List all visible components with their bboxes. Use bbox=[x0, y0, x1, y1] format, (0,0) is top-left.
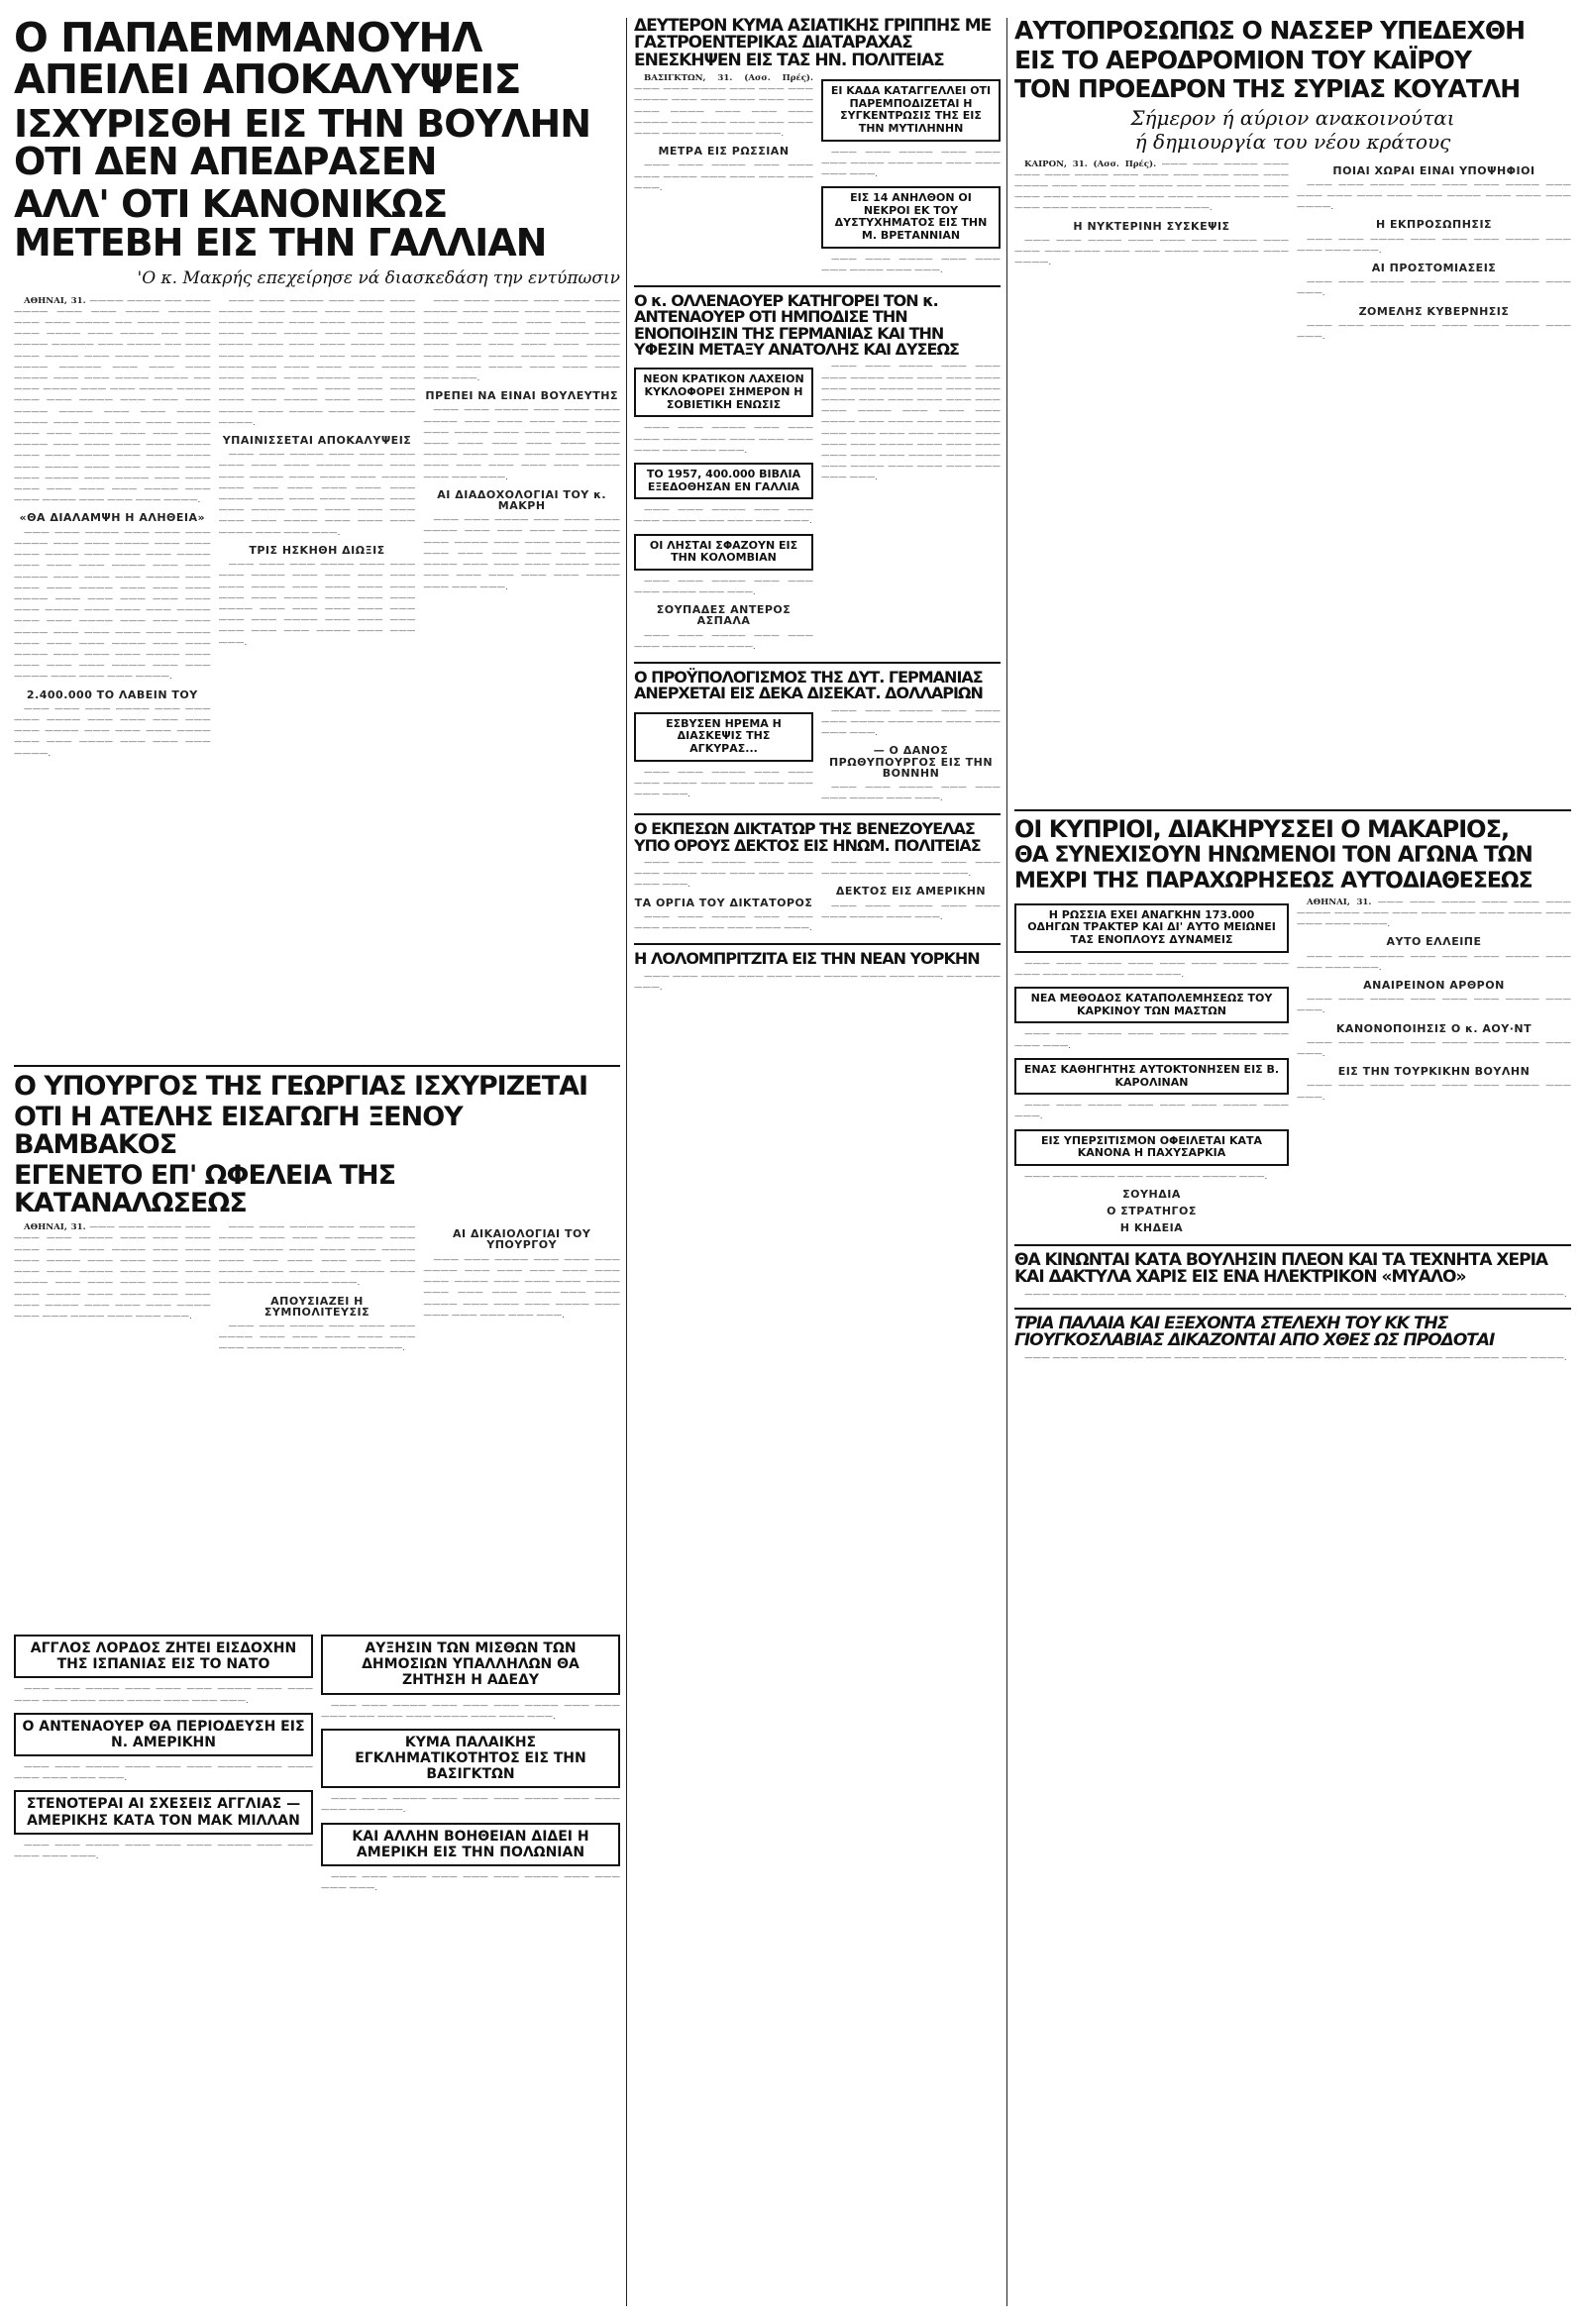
article-cotton bbox=[14, 1070, 620, 1620]
section-heading: Η ΝΥΚΤΕΡΙΝΗ ΣΥΣΚΕΨΙΣ bbox=[1073, 219, 1230, 233]
body-text: ——— ——— ———— ——— ——— ——— ———— ——— ——— ——— ——— ———. bbox=[14, 1840, 313, 1861]
column-rule bbox=[626, 18, 627, 2306]
body-text: ——— ——— ———— ——— ——— ——— ———— ——— ——— ——— ——— ——— ——— ———— ——— ——— ——— ————. bbox=[1297, 897, 1571, 930]
article-nasser bbox=[1014, 18, 1571, 803]
body-text: ——— ——— ———— ——— ——— ——— ———— ——— ——— ——— ——— ———— ——— ——— ——— ——— ——— ——— ———— ——— ——— ——— ———— ——— ——— ——— ——— ——— ——— ———— ——— ——— ——— ———— ——— ——— ——— ——— ———— ——— ——— ——— ——— ———. bbox=[423, 295, 620, 384]
article-adenauer-ollenhauer bbox=[634, 293, 1001, 656]
article-headline: ΕΙ ΚΑΔΑ ΚΑΤΑΓΓΕΛΛΕΙ ΟΤΙ ΠΑΡΕΜΠΟΔΙΖΕΤΑΙ Η ΣΥΓΚΕΝΤΡΩΣΙΣ ΤΗΣ ΕΙΣ ΤΗΝ ΜΥΤΙΛΗΝΗΝ bbox=[830, 83, 992, 135]
body-text: ——— ——— ———— ——— ——— ——— ———— ——— ——— ——— ———. bbox=[1297, 234, 1571, 256]
article-headline: ΝΕΟΝ ΚΡΑΤΙΚΟΝ ΛΑΧΕΙΟΝ ΚΥΚΛΟΦΟΡΕΙ ΣΗΜΕΡΟΝ Η ΣΟΒΙΕΤΙΚΗ ΕΝΩΣΙΣ bbox=[643, 372, 804, 411]
body-text: ——— ——— ———— ——— ——— ——— ———— ——— ——— ——— ——— ——— ——— ——— ———. bbox=[634, 423, 813, 456]
article-electric-machine bbox=[1014, 1249, 1571, 1302]
body-text: ——— ——— ———— ——— ——— ——— ———— ——— ——— ——— ———. bbox=[321, 1871, 620, 1894]
middle-column bbox=[634, 18, 1001, 997]
section-heading: ΑΥΤΟ ΕΛΛΕΙΠΕ bbox=[1386, 935, 1482, 949]
headline-line-1: ΟΙ ΚΥΠΡΙΟΙ, ΔΙΑΚΗΡΥΣΣΕΙ Ο ΜΑΚΑΡΙΟΣ, bbox=[1014, 814, 1510, 843]
article-washington-wave bbox=[321, 1729, 620, 1788]
article-subhead: 'Ο κ. Μακρής επεχείρησε νά διασκεδάση την εντύπωσιν bbox=[137, 267, 620, 288]
body-text: ——— ——— ———— ——— ——— ——— ———— ——— ——— ———. bbox=[1014, 1029, 1289, 1051]
article-kada-box bbox=[821, 79, 1001, 142]
body-text: ——— ——— ———— ——— ——— ——— ———— ——— ——— ———— ——— ——— ——— ———— ——— ——— ——— ———— ——— ——— ——— ———— ——— ——— ———— ——— ——— ——— ———— ——— ——— ——— ———— ——— ——— ——— ———— ——— ——— ——— ——— ——— ——— ———— ——— ——— ——— ———— ——— ——— ———— ——— ——— ——— ———— ——— ——— ——— ——— ———— ——— ——— ——— ———— ——— ——— ———— ——— ——— ——— ———— ——— ——— ——— ——— ———— ——— ——— ———— ——— ——— ——— ————. bbox=[14, 527, 211, 683]
body-text: ——— ——— ———— ——— ——— ——— ———— ——— ——— ——— ——— ——— ——— ———— ——— ——— ——— ———— ——— ——— ——— ——— ——— ——— ———— ——— ——— ——— ———— ——— ——— ——— ——— ——— ——— ——— ——— ——— ———— ——— ——— ——— ———— ——— ——— ——— ——— ——— ——— ———— ——— ——— ——— ———— ——— ——— ——— ——— ——— ———. bbox=[821, 362, 1001, 483]
headline-line-1: Ο ΠΑΠΑΕΜΜΑΝΟΥΗΛ ΑΠΕΙΛΕΙ ΑΠΟΚΑΛΥΨΕΙΣ bbox=[14, 14, 521, 103]
article-cyprus bbox=[1014, 814, 1571, 1238]
body-text: ——— ——— ———— ——— ——— ——— ———— ——— ———. bbox=[1297, 1081, 1571, 1103]
section-heading: ΖΟΜΕΛΗΣ ΚΥΒΕΡΝΗΣΙΣ bbox=[1358, 304, 1510, 318]
article-headline: ΚΥΜΑ ΠΑΛΑΙΚΗΣ ΕΓΚΛΗΜΑΤΙΚΟΤΗΤΟΣ ΕΙΣ ΤΗΝ ΒΑΣΙΓΚΤΩΝ bbox=[355, 1734, 586, 1783]
article-lollobrigida bbox=[634, 951, 1001, 994]
headline-line-3: ΑΛΛ' ΟΤΙ ΚΑΝΟΝΙΚΩΣ ΜΕΤΕΒΗ ΕΙΣ ΤΗΝ ΓΑΛΛΙΑΝ bbox=[14, 182, 547, 264]
article-papaemmanouil bbox=[14, 14, 620, 1059]
headline-line-2: ΕΙΣ ΤΟ ΑΕΡΟΔΡΟΜΙΟΝ ΤΟΥ ΚΑΪΡΟΥ bbox=[1014, 45, 1471, 74]
body-text: ——— ——— ———— ——— ——— ——— ———— ———. bbox=[1024, 1171, 1268, 1182]
section-heading: ΣΟΥΠΑΔΕΣ ΑΝΤΕΡΟΣ ΑΣΠΑΛΑ bbox=[656, 603, 792, 628]
article-headline: ΑΥΞΗΣΙΝ ΤΩΝ ΜΙΣΘΩΝ ΤΩΝ ΔΗΜΟΣΙΩΝ ΥΠΑΛΛΗΛΩΝ ΘΑ ΖΗΤΗΣΗ Η ΑΔΕΔΥ bbox=[362, 1640, 580, 1689]
body-text: ——— ——— ——— ———— ——— ——— ——— ———— ——— ——— ——— ——— ——— ———— ——— ——— ——— ———— ——— ——— ———— ——— ——— ——— ————. bbox=[14, 703, 211, 759]
article-headline: ΤΟ 1957, 400.000 ΒΙΒΛΙΑ ΕΞΕΔΟΘΗΣΑΝ ΕΝ ΓΑΛΛΙΑ bbox=[646, 467, 801, 493]
body-text: ——— ——— ———— ——— ——— ——— ———— ——— ———. bbox=[821, 254, 1001, 275]
section-heading: Ο ΣΤΡΑΤΗΓΟΣ bbox=[1107, 1205, 1197, 1218]
section-heading: — Ο ΔΑΝΟΣ ΠΡΩΘΥΠΟΥΡΓΟΣ ΕΙΣ ΤΗΝ ΒΟΝΝΗΝ bbox=[828, 744, 994, 780]
body-text: ——— ——— ———— ——— ——— ——— ———— ——— ——— ——— ——— ——— ——— ———. bbox=[1014, 958, 1289, 980]
section-heading: 2.400.000 ΤΟ ΛΑΒΕΙΝ ΤΟΥ bbox=[26, 687, 198, 701]
article-headline: Η ΡΩΣΣΙΑ ΕΧΕΙ ΑΝΑΓΚΗΝ 173.000 ΟΔΗΓΩΝ ΤΡΑΚΤΕΡ ΚΑΙ ΔΙ' ΑΥΤΟ ΜΕΙΩΝΕΙ ΤΑΣ ΕΝΟΠΛΟΥΣ ΔΥΝΑΜΕΙΣ bbox=[1027, 907, 1276, 947]
section-heading: ΥΠΑΙΝΙΣΣΕΤΑΙ ΑΠΟΚΑΛΥΨΕΙΣ bbox=[222, 434, 412, 448]
dateline: ΑΘΗΝΑΙ, 31. bbox=[24, 1222, 86, 1233]
headline-line-2: ΙΣΧΥΡΙΣΘΗ ΕΙΣ ΤΗΝ ΒΟΥΛΗΝ ΟΤΙ ΔΕΝ ΑΠΕΔΡΑΣΕΝ bbox=[14, 101, 591, 184]
section-heading: ΑΙ ΔΙΑΔΟΧΟΛΟΓΙΑΙ ΤΟΥ κ. ΜΑΚΡΗ bbox=[437, 487, 607, 513]
dateline: ΚΑΪΡΟΝ, 31. (Ασσ. Πρές). bbox=[1024, 158, 1157, 169]
article-headline: ΚΑΙ ΑΛΛΗΝ ΒΟΗΘΕΙΑΝ ΔΙΔΕΙ Η ΑΜΕΡΙΚΗ ΕΙΣ ΤΗΝ ΠΟΛΩΝΙΑΝ bbox=[352, 1828, 589, 1860]
headline-line-3: ΜΕΧΡΙ ΤΗΣ ΠΑΡΑΧΩΡΗΣΕΩΣ ΑΥΤΟΔΙΑΘΕΣΕΩΣ bbox=[1014, 869, 1532, 895]
headline-line-1: Ο ΥΠΟΥΡΓΟΣ ΤΗΣ ΓΕΩΡΓΙΑΣ ΙΣΧΥΡΙΖΕΤΑΙ bbox=[14, 1070, 588, 1102]
section-heading: ΚΑΝΟΝΟΠΟΙΗΣΙΣ Ο κ. ΑΟΥ·ΝΤ bbox=[1335, 1021, 1532, 1035]
body-text: ——— ——— ———— ——— ——— ——— ———— ——— ———. bbox=[634, 630, 813, 652]
article-headline: ΕΙΣ ΥΠΕΡΣΙΤΙΣΜΟΝ ΟΦΕΙΛΕΤΑΙ ΚΑΤΑ ΚΑΝΟΝΑ Η ΠΑΧΥΣΑΡΚΙΑ bbox=[1040, 1133, 1263, 1160]
article-headline: ΘΑ ΚΙΝΩΝΤΑΙ ΚΑΤΑ ΒΟΥΛΗΣΙΝ ΠΛΕΟΝ ΚΑΙ ΤΑ ΤΕΧΝΗΤΑ ΧΕΡΙΑ ΚΑΙ ΔΑΚΤΥΛΑ ΧΑΡΙΣ ΕΙΣ ΕΝΑ ΗΛΕΚΤΡΙΚΟΝ «ΜΥΑΛΟ» bbox=[1014, 1249, 1548, 1287]
section-heading: ΑΠΟΥΣΙΑΖΕΙ Η ΣΥΜΠΟΛΙΤΕΥΣΙΣ bbox=[264, 1294, 370, 1319]
section-heading: ΑΙ ΔΙΚΑΙΟΛΟΓΙΑΙ ΤΟΥ ΥΠΟΥΡΓΟΥ bbox=[453, 1227, 591, 1252]
newspaper-page bbox=[14, 14, 1571, 2306]
body-text: ——— ——— ———— ——— ——— ——— ———— ——— ——— ——— ——— ——— ——— ———— ——— ——— ——— ————. bbox=[218, 1320, 416, 1354]
section-heading: ΔΕΚΤΟΣ ΕΙΣ ΑΜΕΡΙΚΗΝ bbox=[835, 885, 987, 898]
article-yugoslav bbox=[1014, 1313, 1571, 1365]
body-text: ——— ——— ———— ——— ——— ——— ———— ——— ——— ——— ——— ——— ———. bbox=[821, 147, 1001, 179]
headline-line-1: ΑΥΤΟΠΡΟΣΩΠΩΣ Ο ΝΑΣΣΕΡ ΥΠΕΔΕΧΘΗ bbox=[1014, 16, 1526, 45]
column-rule bbox=[1006, 18, 1007, 2306]
article-soviet-lottery bbox=[634, 368, 813, 417]
body-text: ——— ——— ———— ——— ——— ——— ———— ——— ——— ——— ——— ——— ——— ———— ——— ——— ——— ————. bbox=[1024, 1290, 1567, 1301]
article-headline: ΕΣΒΥΣΕΝ ΗΡΕΜΑ Η ΔΙΑΣΚΕΨΙΣ ΤΗΣ ΑΓΚΥΡΑΣ... bbox=[666, 716, 782, 755]
body-text: ——— ——— ———— ——— ——— ——— ———— ——— ——— ——— ——— ——— ———. bbox=[821, 705, 1001, 739]
section-heading: ΕΙΣ ΤΗΝ ΤΟΥΡΚΙΚΗΝ ΒΟΥΛΗΝ bbox=[1337, 1065, 1531, 1079]
section-heading: ΤΡΙΣ ΗΣΚΗΘΗ ΔΙΩΞΙΣ bbox=[249, 543, 385, 557]
body-text: ——— ——— ———— ——— ——— ——— ———— ——— ———. bbox=[821, 782, 1001, 804]
body-text: ——— ——— ———— ——— ——— ——— ———— ——— ———. bbox=[1297, 995, 1571, 1016]
body-text: ——— ——— ———— ——— ——— ——— ———— ——— ——— ——— ——— ——— ——— ———— ——— ——— ——— ———— ——— ——— ——— ——— ——— ——— ———— ——— ——— ——— ———— ——— ——— ——— ——— ——— ——— ———— ——— ——— ———. bbox=[423, 515, 620, 592]
dateline: ΒΑΣΙΓΚΤΩΝ, 31. (Ασσ. Πρές). bbox=[644, 72, 813, 83]
article-headline: Ο κ. ΟΛΛΕΝΑΟΥΕΡ ΚΑΤΗΓΟΡΕΙ ΤΟΝ κ. ΑΝΤΕΝΑΟΥΕΡ ΟΤΙ ΗΜΠΟΔΙΣΕ ΤΗΝ ΕΝΟΠΟΙΗΣΙΝ ΤΗΣ ΓΕΡΜΑΝΙΑΣ ΚΑΙ ΤΗΝ ΥΦΕΣΙΝ ΜΕΤΑΞΥ ΑΝΑΤΟΛΗΣ ΚΑΙ ΔΥΣΕΩΣ bbox=[634, 291, 959, 360]
body-text: ——— ——— ———— ——— ——— ——— ———— ——— ———. bbox=[1014, 1101, 1289, 1122]
article-headline: ΟΙ ΛΗΣΤΑΙ ΣΦΑΖΟΥΝ ΕΙΣ ΤΗΝ ΚΟΛΟΜΒΙΑΝ bbox=[649, 538, 798, 565]
body-text: ——— ——— ——— ———— ——— ——— ——— ———— ——— ——— ——— ——— ——— ———— ——— ——— ——— ——— ——— ——— ———— ——— ——— ——— ———— ——— ——— ——— ——— ——— ——— ——— ———— ——— ——— ——— ——— ——— ——— ———— ——— ——— ———. bbox=[218, 560, 416, 648]
article-headline: ΝΕΑ ΜΕΘΟΔΟΣ ΚΑΤΑΠΟΛΕΜΗΣΕΩΣ ΤΟΥ ΚΑΡΚΙΝΟΥ ΤΩΝ ΜΑΣΤΩΝ bbox=[1030, 992, 1273, 1017]
article-headline: ΤΡΙΑ ΠΑΛΑΙΑ ΚΑΙ ΕΞΕΧΟΝΤΑ ΣΤΕΛΕΧΗ ΤΟΥ ΚΚ ΤΗΣ ΓΙΟΥΓΚΟΣΛΑΒΙΑΣ ΔΙΚΑΖΟΝΤΑΙ ΑΠΟ ΧΘΕΣ ΩΣ ΠΡΟΔΟΤΑΙ bbox=[1014, 1313, 1495, 1350]
body-text: ——— ——— ———— ——— ——— ——— ———— ——— ———. bbox=[821, 900, 1001, 922]
body-text: ——— ——— ———— ——— ——— ——— ———— ——— ———. bbox=[634, 576, 813, 598]
article-german-budget bbox=[634, 670, 1001, 807]
body-text: ——— ——— ———— ——— ——— ——— ———— ——— ——— ——— ——— ——— ——— ———— ——— ——— ——— ———— ——— ——— ——— ——— ——— ——— ———— ——— ——— ——— ———— ——— ——— ——— ——— ——— ——— ——— ——— ———. bbox=[1014, 158, 1290, 214]
article-professor bbox=[1014, 1058, 1289, 1095]
body-text: ——— ——— ———— ——— ——— ——— ———— ——— ——— ——— ——— ——— ——— ———— ——— ——— ———. bbox=[321, 1700, 620, 1722]
body-text: ——— ——— ———— ——— ——— ——— ———— ——— ——— ——— ——— ——— ——— ———— ——— ——— ——— ————. bbox=[1024, 1353, 1567, 1364]
body-text: ——— ——— ———— ——— ——— ——— ———— ——— ——— ——— ——— ——— ———— ——— ——— ——— ———— ——— ——— ——— ———— ——— ——— ——— ———— ——— ——— ——— ———— ——— ——— ———— ——— ——— ——— ———— ——— ——— ——— ——— ——— ———— ——— ——— ——— ———— ——— ——— ——— ———— ——— ——— ——— ——— ——— ——— ———— ——— ——— ——— ———— ——— ———— ——— ——— ——— ————. bbox=[218, 295, 416, 428]
article-headline: Ο ΠΡΟΫΠΟΛΟΓΙΣΜΟΣ ΤΗΣ ΔΥΤ. ΓΕΡΜΑΝΙΑΣ ΑΝΕΡΧΕΤΑΙ ΕΙΣ ΔΕΚΑ ΔΙΣΕΚΑΤ. ΔΟΛΛΑΡΙΩΝ bbox=[634, 668, 983, 703]
section-heading: ΑΝΑΙΡΕΙΝΟΝ ΑΡΘΡΟΝ bbox=[1363, 979, 1505, 993]
article-books-france bbox=[634, 463, 813, 499]
body-text: ——— ——— ———— ——— ——— ——— ———— ——— ——— ——— ——— ——— ——— ———— ——— ——— ——— ————. bbox=[1297, 179, 1571, 213]
body-text: ——— ——— ———— ——— ——— ——— ———— ——— ——— ——— ——— ——— ——— ———— ——— ——— ———. bbox=[14, 1684, 313, 1706]
article-english-lord bbox=[14, 1635, 313, 1678]
body-text: ——— ——— ———— ——— ——— ——— ———— ——— ——— ——— ——— ——— ———. bbox=[634, 857, 813, 891]
article-headline: Ο ΕΚΠΕΣΩΝ ΔΙΚΤΑΤΩΡ ΤΗΣ ΒΕΝΕΖΟΥΕΛΑΣ ΥΠΟ ΟΡΟΥΣ ΔΕΚΤΟΣ ΕΙΣ ΗΝΩΜ. ΠΟΛΙΤΕΙΑΣ bbox=[634, 819, 981, 855]
section-heading: ΜΕΤΡΑ ΕΙΣ ΡΩΣΣΙΑΝ bbox=[658, 145, 790, 158]
article-subhead: ή δημιουργία του νέου κράτους bbox=[1134, 129, 1451, 154]
article-venezuela bbox=[634, 821, 1001, 937]
body-text: ——— ——— ———— ——— ——— ——— ———— ——— ——— ——— ——— ——— ———. bbox=[634, 971, 1001, 993]
headline-line-3: ΤΟΝ ΠΡΟΕΔΡΟΝ ΤΗΣ ΣΥΡΙΑΣ ΚΟΥΑΤΛΗ bbox=[1014, 74, 1521, 103]
body-text: ——— ——— ———— ——— ——— ——— ———— ——— ——— ———. bbox=[821, 857, 1001, 880]
article-subhead: Σήμερον ή αύριον ανακοινούται bbox=[1130, 105, 1455, 130]
body-text: ——— ——— ———— ——— ——— ——— ———— ——— ———. bbox=[1297, 320, 1571, 342]
body-text: ——— ——— ———— ——— ——— ——— ———— ——— ——— ——— ——— ——— ———. bbox=[634, 767, 813, 800]
body-text: ——— ——— ———— ——— ——— ——— ———— ——— ——— ——— ——— ———. bbox=[321, 1794, 620, 1816]
headline-line-2: ΘΑ ΣΥΝΕΧΙΣΟΥΝ ΗΝΩΜΕΝΟΙ ΤΟΝ ΑΓΩΝΑ ΤΩΝ bbox=[1014, 842, 1532, 868]
article-salaries bbox=[321, 1635, 620, 1694]
body-text: ——— ——— ———— ——— ——— ——— ———— ——— ——— ——— ——— ——— ——— ———— ——— ——— ——— ———— ——— ——— ——— ——— ——— ——— ———— ——— ——— ——— ———— ——— ——— ——— ——— ——— ——— ———— ——— ——— ——— ——— ——— ———— ——— ——— ——— ———— ——— ——— ———— ——— ——— ———. bbox=[14, 1222, 211, 1321]
article-headline: Η ΛΟΛΟΜΠΡΙΤΖΙΤΑ ΕΙΣ ΤΗΝ ΝΕΑΝ ΥΟΡΚΗΝ bbox=[634, 949, 980, 969]
section-heading: Η ΚΗΔΕΙΑ bbox=[1119, 1221, 1184, 1235]
section-heading: «ΘΑ ΔΙΑΛΑΜΨΗ Η ΑΛΗΘΕΙΑ» bbox=[19, 511, 206, 525]
article-poland-aid bbox=[321, 1823, 620, 1866]
headline-line-3: ΕΓΕΝΕΤΟ ΕΠ' ΩΦΕΛΕΙΑ ΤΗΣ ΚΑΤΑΝΑΛΩΣΕΩΣ bbox=[14, 1160, 396, 1218]
body-text: ——— ——— ———— ——— ——— ——— ———— ——— ——— ——— ———. bbox=[634, 505, 813, 527]
body-text: ——— ——— ———— ——— ——— ——— ———— ——— ——— ——— ——— ——— ———. bbox=[14, 1762, 313, 1784]
body-text: ——— ——— ———— ——— ——— ——— ——— ——— ——— ———— ——— ——— ——— ———— ——— ——— ——— ———— ——— ——— ——— ——— ——— ——— ———— ——— ——— ——— ———— ——— ——— ———— ——— ——— ——— ——— ——— ——— ———— ——— ——— ——— ———— ——— ——— ———. bbox=[218, 450, 416, 538]
article-britain-america bbox=[14, 1790, 313, 1834]
article-cancer-method bbox=[1014, 987, 1289, 1023]
body-text: ——— ——— ———— ——— ——— ——— ———— ——— ———. bbox=[1297, 1037, 1571, 1060]
right-column bbox=[1014, 18, 1571, 1367]
article-ankara bbox=[634, 712, 813, 762]
section-heading: ΤΑ ΟΡΓΙΑ ΤΟΥ ΔΙΚΤΑΤΟΡΟΣ bbox=[634, 896, 813, 909]
article-headline: ΣΤΕΝΟΤΕΡΑΙ ΑΙ ΣΧΕΣΕΙΣ ΑΓΓΛΙΑΣ — ΑΜΕΡΙΚΗΣ ΚΑΤΑ ΤΟΝ ΜΑΚ ΜΙΛΛΑΝ bbox=[26, 1796, 301, 1829]
body-text: ——— ——— ———— ——— ——— ——— ———— ——— ——— ——— ———. bbox=[1297, 951, 1571, 973]
article-headline: ΔΕΥΤΕΡΟΝ ΚΥΜΑ ΑΣΙΑΤΙΚΗΣ ΓΡΙΠΠΗΣ ΜΕ ΓΑΣΤΡΟΕΝΤΕΡΙΚΑΣ ΔΙΑΤΑΡΑΧΑΣ ΕΝΕΣΚΗΨΕΝ ΕΙΣ ΤΑΣ ΗΝ. ΠΟΛΙΤΕΙΑΣ bbox=[634, 16, 992, 70]
article-headline: ΑΓΓΛΟΣ ΛΟΡΔΟΣ ΖΗΤΕΙ ΕΙΣΔΟΧΗΝ ΤΗΣ ΙΣΠΑΝΙΑΣ ΕΙΣ ΤΟ ΝΑΤΟ bbox=[30, 1640, 297, 1673]
article-colombia bbox=[634, 534, 813, 571]
article-british-dead bbox=[821, 186, 1001, 249]
body-text: ——— ——— ———— ——— ——— ——— ———— ——— ———. bbox=[1297, 277, 1571, 299]
body-text: ——— ——— ———— ——— ——— ——— ———— ——— ——— ——— ———. bbox=[634, 911, 813, 933]
article-headline: Ο ΑΝΤΕΝΑΟΥΕΡ ΘΑ ΠΕΡΙΟΔΕΥΣΗ ΕΙΣ Ν. ΑΜΕΡΙΚΗΝ bbox=[22, 1718, 305, 1750]
body-text: ——— ——— ———— ——— ——— ——— ———— ——— ——— ——— ——— ——— ——— ———— ——— ——— ——— ———— ——— ——— ——— ——— ——— ——— ———— ——— ——— ——— ———— ——— ——— ——— ——— ——— ———. bbox=[423, 1254, 620, 1320]
body-text: ——— ——— ———— ——— ——— ——— ———— ——— ——— ——— ——— ———. bbox=[634, 160, 813, 193]
article-headline: ΕΝΑΣ ΚΑΘΗΓΗΤΗΣ ΑΥΤΟΚΤΟΝΗΣΕΝ ΕΙΣ Β. ΚΑΡΟΛΙΝΑΝ bbox=[1023, 1062, 1280, 1089]
section-heading: Η ΕΚΠΡΟΣΩΠΗΣΙΣ bbox=[1375, 218, 1493, 232]
body-text: ———— ———— —— ——— ———— ——— ——— ———— ————— ——— ——— ———— —— ————— ——— ——— ———— ——— ———— —— ——— ———— ————— ——— ———— —— ——— ——— ———— ——— ———— ——— ——— ———— ————— ——— ——— ——— ———— ——— ——— ———— ———— —— ——— ———— ——— ——— ———— ———— ——— ——— ———— ——— ——— ——— ———— ———— ——— ——— ———— ———— ——— ——— ——— ——— ———— ——— ——— ———— ——— ——— ——— ———— ——— ——— ——— ——— ———— ——— ——— ———— ——— ——— ———— ——— ———— ——— ——— ———— ——— ——— ———— ——— ———— ——— ——— ——— ——— ——— ——— ———— ——— ——— ———— ——— ——— ——— ————. bbox=[14, 295, 211, 506]
section-heading: ΑΙ ΠΡΟΣΤΟΜΙΑΣΕΙΣ bbox=[1371, 261, 1497, 274]
article-overweight bbox=[1014, 1129, 1289, 1166]
article-russia-tractors bbox=[1014, 903, 1289, 953]
article-adenauer-america bbox=[14, 1713, 313, 1756]
section-heading: ΣΟΥΗΔΙΑ bbox=[1122, 1188, 1181, 1202]
section-heading: ΠΟΙΑΙ ΧΩΡΑΙ ΕΙΝΑΙ ΥΠΟΨΗΦΙΟΙ bbox=[1332, 163, 1535, 177]
body-text: ——— ——— ———— ——— ——— ——— ———— ——— ——— ——— ——— ——— ——— ———— ——— ——— ——— ———— ——— ——— ——— ——— ——— ——— ———— ——— ——— ——— ———— ——— ——— ——— ——— ——— ——— ———— ——— ——— ———. bbox=[423, 405, 620, 482]
section-heading: ΠΡΕΠΕΙ ΝΑ ΕΙΝΑΙ ΒΟΥΛΕΥΤΗΣ bbox=[425, 389, 618, 403]
left-column bbox=[14, 14, 620, 1897]
body-text: ——— ——— ———— ——— ——— ——— ———— ——— ——— ——— ——— ——— ——— ———— ——— ——— ——— ———— ——— ——— ——— ——— ——— ——— ———— ——— ——— ——— ———— ——— ——— ——— ——— ——— ———. bbox=[218, 1222, 416, 1289]
body-text: ——— ——— ———— ——— ——— ——— ———— ——— ——— ——— ——— ——— ——— ———— ——— ——— ——— ————. bbox=[1014, 235, 1289, 268]
article-headline: ΕΙΣ 14 ΑΝΗΛΘΟΝ ΟΙ ΝΕΚΡΟΙ ΕΚ ΤΟΥ ΔΥΣΤΥΧΗΜΑΤΟΣ ΕΙΣ ΤΗΝ Μ. ΒΡΕΤΑΝΝΙΑΝ bbox=[834, 191, 988, 243]
dateline: ΑΘΗΝΑΙ, 31. bbox=[1307, 897, 1372, 907]
body-text: ——— ——— ———— ——— ——— ——— ———— ——— ——— ——— ——— ——— ——— ———— ——— ——— ——— ———— ——— ——— ——— ——— ——— ——— ———— ——— ——— ———. bbox=[634, 84, 813, 139]
headline-line-2: ΟΤΙ Η ΑΤΕΛΗΣ ΕΙΣΑΓΩΓΗ ΞΕΝΟΥ ΒΑΜΒΑΚΟΣ bbox=[14, 1102, 463, 1160]
dateline: ΑΘΗΝΑΙ, 31. bbox=[24, 295, 86, 306]
article-asian-flu bbox=[634, 18, 1001, 279]
